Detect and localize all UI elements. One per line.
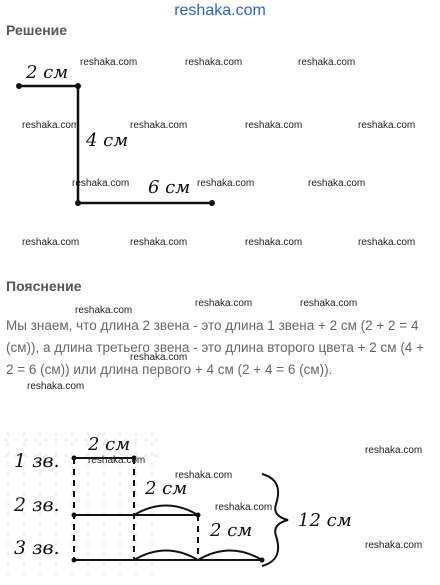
watermark: reshaka.com	[175, 470, 233, 481]
watermark: reshaka.com	[245, 237, 303, 248]
row-label-2: 2 зв.	[14, 494, 60, 516]
watermark: reshaka.com	[298, 57, 356, 68]
watermark: reshaka.com	[27, 381, 85, 392]
watermark: reshaka.com	[195, 298, 253, 309]
row-label-3: 3 зв.	[14, 537, 60, 559]
row3-extra-label: 2 см	[210, 520, 253, 541]
explanation-heading: Пояснение	[6, 278, 82, 294]
watermark: reshaka.com	[72, 178, 130, 189]
total-label: 12 см	[298, 510, 352, 531]
site-header[interactable]: reshaka.com	[174, 2, 266, 19]
row-label-1: 1 зв.	[14, 450, 60, 472]
segment-3-label: 6 см	[148, 177, 191, 198]
segment-1-label: 2 см	[26, 62, 69, 83]
row3-arc-1	[134, 551, 198, 561]
watermark: reshaka.com	[22, 237, 80, 248]
row2-arc	[134, 506, 198, 516]
watermark: reshaka.com	[300, 298, 358, 309]
row1-length-label: 2 см	[88, 434, 131, 455]
watermark: reshaka.com	[358, 120, 416, 131]
watermark: reshaka.com	[130, 352, 188, 363]
row2-extra-label: 2 см	[145, 478, 188, 499]
watermark: reshaka.com	[365, 445, 423, 456]
watermark: reshaka.com	[22, 120, 80, 131]
watermark: reshaka.com	[185, 57, 243, 68]
segment-2-label: 4 см	[86, 130, 129, 151]
watermark: reshaka.com	[365, 540, 423, 551]
explanation-text: Мы знаем, что длина 2 звена - это длина 1 звена + 2 см (2 + 2 = 4 (см)), а длина третьего звена - это длина второго цвета + 2 см (4 + 2 = 6 (см)) или длина первого + 4 см (2 + 4 = 6 (см)).	[6, 318, 424, 377]
solution-heading: Решение	[6, 22, 68, 38]
watermark: reshaka.com	[308, 178, 366, 189]
watermark: reshaka.com	[130, 237, 188, 248]
row3-arc-2	[198, 551, 262, 561]
watermark: reshaka.com	[245, 120, 303, 131]
total-brace	[262, 474, 288, 566]
watermark: reshaka.com	[130, 120, 188, 131]
watermark: reshaka.com	[197, 178, 255, 189]
watermark: reshaka.com	[215, 502, 273, 513]
watermark: reshaka.com	[75, 305, 133, 316]
watermark: reshaka.com	[88, 455, 146, 466]
watermark: reshaka.com	[80, 57, 138, 68]
watermark: reshaka.com	[358, 237, 416, 248]
